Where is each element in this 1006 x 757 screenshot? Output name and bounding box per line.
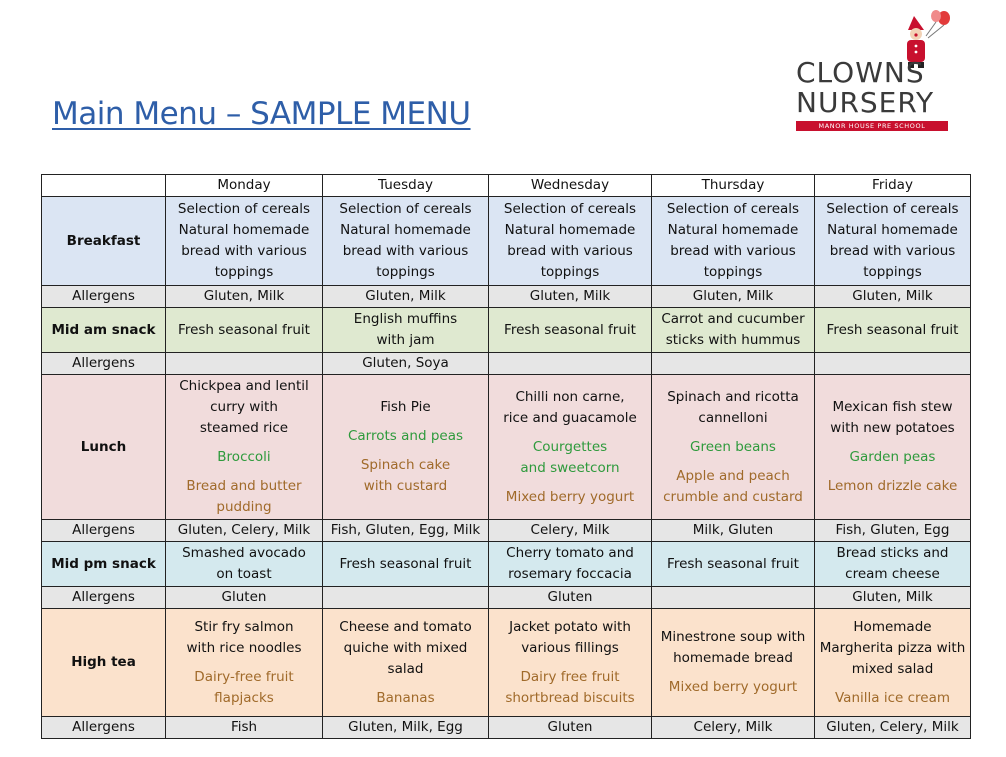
meal-label: Mid am snack bbox=[42, 308, 166, 353]
allergens-label: Allergens bbox=[42, 353, 166, 375]
allergens-cell: Fish bbox=[166, 717, 323, 739]
day-header: Friday bbox=[815, 175, 971, 197]
allergens-cell bbox=[652, 353, 815, 375]
menu-item-line: Fresh seasonal fruit bbox=[667, 555, 799, 572]
snack-cell bbox=[489, 308, 652, 353]
menu-item-line: sticks with hummus bbox=[665, 332, 801, 348]
menu-item-line: Selection of cereals bbox=[503, 201, 637, 217]
dessert-line: pudding bbox=[216, 499, 272, 515]
snack-cell bbox=[323, 542, 489, 587]
menu-item-line: English muffins bbox=[353, 311, 458, 327]
main-dish-line: curry with bbox=[210, 399, 278, 415]
lunch-cell bbox=[166, 375, 323, 520]
snack-cell bbox=[652, 542, 815, 587]
allergens-cell: Gluten, Milk, Egg bbox=[323, 717, 489, 739]
meal-label: High tea bbox=[42, 609, 166, 717]
lunch-cell bbox=[489, 375, 652, 520]
snack-cell bbox=[323, 308, 489, 353]
day-header-row bbox=[42, 175, 971, 197]
mid-pm-snack-row bbox=[42, 542, 971, 587]
menu-item-line: Natural homemade bbox=[667, 222, 799, 238]
allergens-label: Allergens bbox=[42, 717, 166, 739]
dessert-line: Bread and butter bbox=[186, 478, 302, 494]
allergens-cell bbox=[166, 353, 323, 375]
menu-item-line: Selection of cereals bbox=[177, 201, 311, 217]
main-dish-line: Spinach and ricotta bbox=[667, 388, 799, 405]
dessert-line: Bananas bbox=[376, 689, 435, 706]
breakfast-cell bbox=[323, 197, 489, 286]
allergens-cell bbox=[652, 587, 815, 609]
cell-spacer bbox=[492, 659, 648, 667]
dessert-line: Lemon drizzle cake bbox=[827, 478, 958, 494]
cell-spacer bbox=[169, 439, 319, 447]
high-tea-allergens-row bbox=[42, 717, 971, 739]
breakfast-cell bbox=[815, 197, 971, 286]
lunch-allergens-row bbox=[42, 520, 971, 542]
menu-item-line: toppings bbox=[863, 264, 922, 280]
main-dish-line: Fish Pie bbox=[380, 399, 431, 415]
allergens-cell: Celery, Milk bbox=[652, 717, 815, 739]
allergens-cell: Milk, Gluten bbox=[652, 520, 815, 542]
main-dish-line: cannelloni bbox=[698, 409, 768, 426]
breakfast-cell bbox=[166, 197, 323, 286]
dessert-line: shortbread biscuits bbox=[505, 689, 635, 706]
cell-spacer bbox=[326, 447, 485, 455]
clowns-nursery-logo bbox=[796, 10, 956, 132]
high-tea-row bbox=[42, 609, 971, 717]
allergens-cell bbox=[323, 587, 489, 609]
corner-cell bbox=[42, 175, 166, 197]
allergens-cell: Gluten bbox=[166, 587, 323, 609]
allergens-label: Allergens bbox=[42, 587, 166, 609]
cell-spacer bbox=[169, 468, 319, 476]
menu-item-line: on toast bbox=[216, 566, 272, 582]
menu-item-line: toppings bbox=[540, 264, 600, 280]
menu-item-line: with jam bbox=[376, 332, 435, 348]
allergens-cell: Gluten, Milk bbox=[323, 286, 489, 308]
breakfast-cell bbox=[489, 197, 652, 286]
dessert-line: Mixed berry yogurt bbox=[668, 679, 798, 695]
vegetable-line: and sweetcorn bbox=[520, 459, 620, 476]
menu-item-line: bread with various bbox=[829, 243, 956, 259]
dessert-line: with custard bbox=[363, 478, 448, 494]
main-dish-line: Mexican fish stew bbox=[832, 399, 953, 415]
main-dish-line: with rice noodles bbox=[186, 639, 302, 656]
dessert-line: Dairy-free fruit bbox=[194, 668, 294, 685]
allergens-cell: Fish, Gluten, Egg, Milk bbox=[323, 520, 489, 542]
snack-cell bbox=[815, 308, 971, 353]
vegetable-line: Carrots and peas bbox=[347, 428, 463, 444]
menu-item-line: Fresh seasonal fruit bbox=[826, 321, 959, 338]
allergens-cell: Celery, Milk bbox=[489, 520, 652, 542]
allergens-cell: Gluten, Milk bbox=[652, 286, 815, 308]
snack-cell bbox=[166, 308, 323, 353]
mid-pm-allergens-row bbox=[42, 587, 971, 609]
menu-item-line: Carrot and cucumber bbox=[661, 311, 805, 327]
breakfast-allergens-row bbox=[42, 286, 971, 308]
vegetable-line: Green beans bbox=[690, 438, 776, 455]
allergens-cell: Gluten, Milk bbox=[815, 587, 971, 609]
meal-label: Lunch bbox=[42, 375, 166, 520]
allergens-cell: Gluten, Milk bbox=[166, 286, 323, 308]
day-header: Tuesday bbox=[323, 175, 489, 197]
dessert-line: crumble and custard bbox=[663, 488, 803, 505]
allergens-label: Allergens bbox=[42, 286, 166, 308]
allergens-cell: Gluten bbox=[489, 717, 652, 739]
menu-item-line: Bread sticks and bbox=[836, 545, 949, 561]
logo-line-nursery: NURSERY bbox=[796, 86, 935, 119]
menu-item-line: bread with various bbox=[181, 243, 307, 259]
lunch-cell bbox=[323, 375, 489, 520]
day-header: Monday bbox=[166, 175, 323, 197]
lunch-cell bbox=[815, 375, 971, 520]
menu-item-line: Natural homemade bbox=[504, 222, 636, 238]
allergens-cell: Gluten, Celery, Milk bbox=[815, 717, 971, 739]
cell-spacer bbox=[326, 418, 485, 426]
main-dish-line: rice and guacamole bbox=[503, 409, 637, 426]
dessert-line: Spinach cake bbox=[360, 457, 451, 473]
cell-spacer bbox=[492, 479, 648, 487]
dessert-line: Vanilla ice cream bbox=[834, 689, 950, 706]
menu-item-line: Fresh seasonal fruit bbox=[339, 555, 472, 572]
menu-item-line: toppings bbox=[703, 264, 763, 280]
meal-label: Mid pm snack bbox=[42, 542, 166, 587]
vegetable-line: Broccoli bbox=[217, 449, 271, 465]
allergens-cell: Gluten, Soya bbox=[323, 353, 489, 375]
mid-am-snack-row bbox=[42, 308, 971, 353]
menu-item-line: bread with various bbox=[342, 243, 469, 259]
main-dish-line: steamed rice bbox=[199, 420, 289, 436]
menu-item-line: Selection of cereals bbox=[666, 201, 800, 217]
dessert-line: flapjacks bbox=[214, 689, 274, 706]
allergens-cell: Gluten, Milk bbox=[815, 286, 971, 308]
lunch-cell bbox=[652, 375, 815, 520]
high-tea-cell bbox=[323, 609, 489, 717]
main-dish-line: Chilli non carne, bbox=[515, 388, 625, 405]
meal-label: Breakfast bbox=[42, 197, 166, 286]
menu-item-line: bread with various bbox=[507, 243, 633, 259]
dessert-line: Mixed berry yogurt bbox=[505, 488, 635, 505]
menu-item-line: Selection of cereals bbox=[826, 201, 959, 217]
main-dish-line: homemade bread bbox=[673, 650, 793, 666]
menu-item-line: Fresh seasonal fruit bbox=[178, 321, 310, 338]
cell-spacer bbox=[169, 659, 319, 667]
allergens-cell bbox=[815, 353, 971, 375]
cell-spacer bbox=[818, 439, 967, 447]
lunch-row bbox=[42, 375, 971, 520]
mid-am-allergens-row bbox=[42, 353, 971, 375]
high-tea-cell bbox=[815, 609, 971, 717]
day-header: Wednesday bbox=[489, 175, 652, 197]
cell-spacer bbox=[818, 680, 967, 688]
menu-item-line: Natural homemade bbox=[827, 222, 958, 238]
cell-spacer bbox=[492, 429, 648, 437]
cell-spacer bbox=[655, 458, 811, 466]
allergens-label: Allergens bbox=[42, 520, 166, 542]
page-title: Main Menu – SAMPLE MENU bbox=[52, 96, 471, 132]
allergens-cell: Gluten bbox=[489, 587, 652, 609]
menu-item-line: Natural homemade bbox=[340, 222, 471, 238]
menu-item-line: rosemary foccacia bbox=[508, 566, 632, 582]
snack-cell bbox=[489, 542, 652, 587]
high-tea-cell bbox=[489, 609, 652, 717]
main-dish-line: Chickpea and lentil bbox=[179, 378, 309, 394]
menu-item-line: toppings bbox=[376, 264, 435, 280]
dessert-line: Dairy free fruit bbox=[520, 668, 620, 685]
breakfast-row bbox=[42, 197, 971, 286]
menu-item-line: Selection of cereals bbox=[339, 201, 472, 217]
vegetable-line: Courgettes bbox=[532, 438, 608, 455]
high-tea-cell bbox=[652, 609, 815, 717]
menu-table bbox=[41, 174, 971, 739]
high-tea-cell bbox=[166, 609, 323, 717]
snack-cell bbox=[652, 308, 815, 353]
main-dish-line: Minestrone soup with bbox=[660, 629, 806, 645]
menu-item-line: Fresh seasonal fruit bbox=[504, 321, 636, 338]
main-dish-line: Stir fry salmon bbox=[194, 618, 294, 635]
menu-item-line: cream cheese bbox=[845, 566, 940, 582]
menu-item-line: bread with various bbox=[670, 243, 796, 259]
main-dish-line: quiche with mixed salad bbox=[343, 639, 468, 677]
main-dish-line: Homemade bbox=[853, 618, 932, 635]
cell-spacer bbox=[655, 669, 811, 677]
snack-cell bbox=[166, 542, 323, 587]
dessert-line: Apple and peach bbox=[676, 467, 790, 484]
menu-item-line: Cherry tomato and bbox=[506, 545, 634, 561]
day-header: Thursday bbox=[652, 175, 815, 197]
allergens-cell: Gluten, Celery, Milk bbox=[166, 520, 323, 542]
snack-cell bbox=[815, 542, 971, 587]
main-dish-line: with new potatoes bbox=[830, 420, 955, 436]
menu-item-line: Natural homemade bbox=[178, 222, 310, 238]
cell-spacer bbox=[655, 429, 811, 437]
main-dish-line: various fillings bbox=[521, 639, 619, 656]
vegetable-line: Garden peas bbox=[849, 449, 936, 465]
allergens-cell: Fish, Gluten, Egg bbox=[815, 520, 971, 542]
main-dish-line: Margherita pizza with bbox=[819, 639, 966, 656]
cell-spacer bbox=[818, 468, 967, 476]
breakfast-cell bbox=[652, 197, 815, 286]
main-dish-line: mixed salad bbox=[851, 660, 934, 677]
logo-tagline: MANOR HOUSE PRE SCHOOL bbox=[796, 121, 948, 131]
allergens-cell: Gluten, Milk bbox=[489, 286, 652, 308]
allergens-cell bbox=[489, 353, 652, 375]
cell-spacer bbox=[326, 680, 485, 688]
main-dish-line: Jacket potato with bbox=[509, 618, 631, 635]
logo-line-clowns: CLOWNS bbox=[796, 56, 925, 89]
menu-item-line: toppings bbox=[214, 264, 274, 280]
menu-item-line: Smashed avocado bbox=[182, 545, 306, 561]
main-dish-line: Cheese and tomato bbox=[339, 618, 472, 635]
